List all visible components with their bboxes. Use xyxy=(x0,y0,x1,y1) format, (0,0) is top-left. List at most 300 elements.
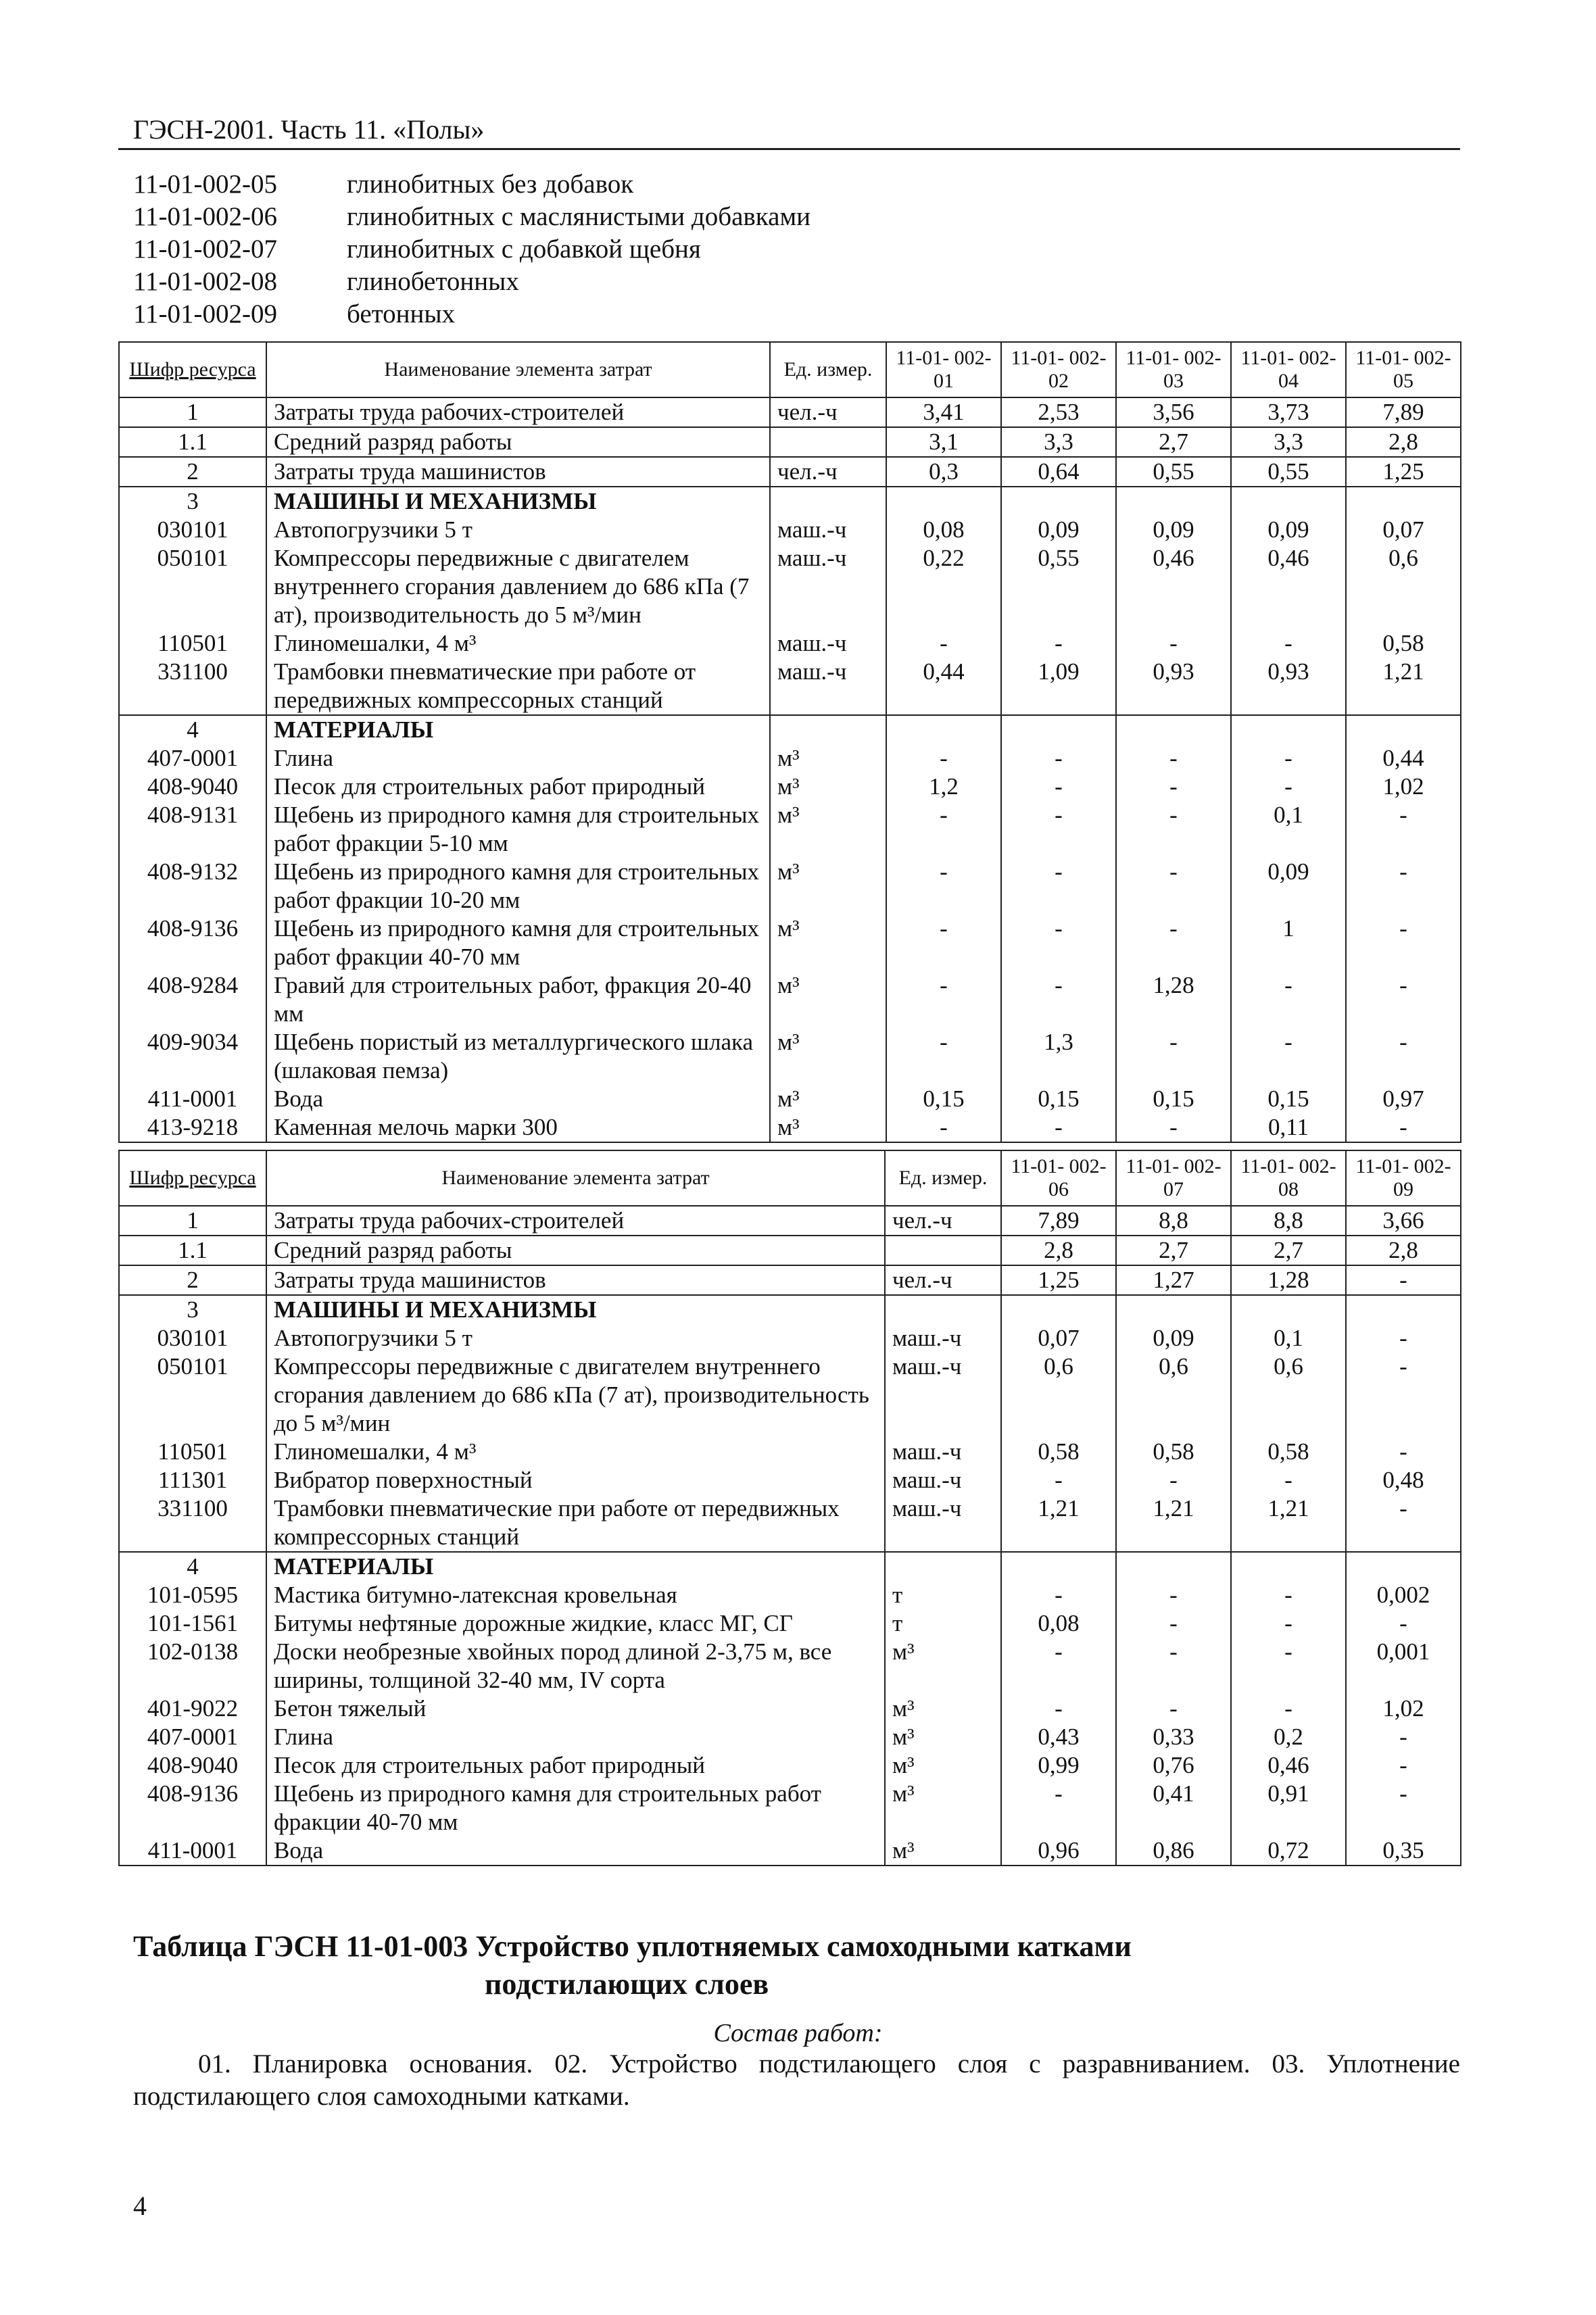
resource-code-cell: 408-9136 xyxy=(119,915,266,971)
unit-cell: м³ xyxy=(885,1780,1001,1836)
resource-code-cell: 1 xyxy=(119,1206,266,1236)
unit-cell xyxy=(885,1236,1001,1265)
unit-cell: м³ xyxy=(885,1695,1001,1723)
value-cell: 0,1 xyxy=(1231,1324,1346,1353)
element-name-cell: Песок для строительных работ природный xyxy=(266,1751,885,1780)
value-cell: - xyxy=(1001,629,1116,658)
value-cell: 0,72 xyxy=(1231,1836,1346,1866)
unit-cell: м³ xyxy=(770,801,886,858)
value-cell: - xyxy=(1346,1609,1461,1638)
value-cell: - xyxy=(1116,915,1231,971)
element-name-cell: Вода xyxy=(266,1085,770,1113)
table-row xyxy=(119,915,1461,971)
code-description: глинобитных с добавкой щебня xyxy=(347,235,701,264)
value-cell: 0,6 xyxy=(1001,1353,1116,1438)
value-cell: - xyxy=(886,1028,1001,1085)
cost-table-2 xyxy=(118,1150,1461,1866)
element-name-cell: Автопогрузчики 5 т xyxy=(266,516,770,544)
unit-cell: маш.-ч xyxy=(885,1324,1001,1353)
table-row xyxy=(119,1552,1461,1581)
table-row xyxy=(119,629,1461,658)
unit-cell: маш.-ч xyxy=(885,1438,1001,1466)
value-cell: - xyxy=(1346,1751,1461,1780)
value-cell: - xyxy=(1346,801,1461,858)
resource-code-cell: 101-0595 xyxy=(119,1581,266,1609)
table-row xyxy=(119,1236,1461,1265)
value-cell: 3,66 xyxy=(1346,1206,1461,1236)
value-cell xyxy=(1116,1552,1231,1581)
unit-cell xyxy=(770,427,886,457)
header-norm-code: 11-01- 002-06 xyxy=(1001,1150,1116,1206)
element-name-cell: Трамбовки пневматические при работе от передвижных компрессорных станций xyxy=(266,1494,885,1552)
resource-code-cell: 408-9132 xyxy=(119,858,266,915)
value-cell: 0,6 xyxy=(1116,1353,1231,1438)
element-name-cell: МАТЕРИАЛЫ xyxy=(266,1552,885,1581)
element-name-cell: Щебень из природного камня для строительных работ фракции 10-20 мм xyxy=(266,858,770,915)
value-cell: 0,44 xyxy=(886,658,1001,715)
value-cell: - xyxy=(1116,858,1231,915)
unit-cell: м³ xyxy=(885,1723,1001,1751)
header-norm-code: 11-01- 002-08 xyxy=(1231,1150,1346,1206)
value-cell: - xyxy=(1116,801,1231,858)
header-resource-code: Шифр ресурса xyxy=(119,342,266,397)
section-title-line: Таблица ГЭСН 11-01-003 Устройство уплотняемых самоходными катками xyxy=(133,1930,1132,1963)
work-composition-paragraph: 01. Планировка основания. 02. Устройство подстилающего слоя с разравниванием. 03. Уплотнение подстилающего слоя самоходными катками. xyxy=(133,2049,1460,2111)
value-cell: 0,001 xyxy=(1346,1638,1461,1695)
resource-code-cell: 408-9040 xyxy=(119,773,266,801)
value-cell: 1,25 xyxy=(1001,1265,1116,1295)
value-cell xyxy=(1346,1552,1461,1581)
code-list xyxy=(133,168,811,331)
value-cell: - xyxy=(1116,744,1231,773)
value-cell: 8,8 xyxy=(1116,1206,1231,1236)
value-cell: 0,09 xyxy=(1116,516,1231,544)
header-element-name: Наименование элемента затрат xyxy=(266,1150,885,1206)
unit-cell: маш.-ч xyxy=(885,1353,1001,1438)
table-row xyxy=(119,1295,1461,1324)
table-row xyxy=(119,1751,1461,1780)
value-cell: - xyxy=(1116,1113,1231,1142)
unit-cell: м³ xyxy=(885,1751,1001,1780)
value-cell: 0,93 xyxy=(1231,658,1346,715)
value-cell: - xyxy=(1231,1609,1346,1638)
table-row xyxy=(119,1494,1461,1552)
value-cell: - xyxy=(1001,1638,1116,1695)
value-cell: 0,09 xyxy=(1231,858,1346,915)
value-cell: 0,43 xyxy=(1001,1723,1116,1751)
value-cell xyxy=(1346,487,1461,516)
value-cell: - xyxy=(1001,1466,1116,1494)
header-unit: Ед. измер. xyxy=(770,342,886,397)
unit-cell: т xyxy=(885,1581,1001,1609)
value-cell: - xyxy=(1346,1028,1461,1085)
value-cell: 0,002 xyxy=(1346,1581,1461,1609)
code: 11-01-002-05 xyxy=(133,170,278,199)
value-cell: 1,25 xyxy=(1346,457,1461,487)
element-name-cell: Доски необрезные хвойных пород длиной 2-3,75 м, все ширины, толщиной 32-40 мм, IV сорта xyxy=(266,1638,885,1695)
value-cell: - xyxy=(1116,1638,1231,1695)
code: 11-01-002-09 xyxy=(133,299,278,328)
unit-cell xyxy=(770,715,886,744)
value-cell: 0,99 xyxy=(1001,1751,1116,1780)
value-cell: 1,2 xyxy=(886,773,1001,801)
value-cell: 0,44 xyxy=(1346,744,1461,773)
value-cell: 0,93 xyxy=(1116,658,1231,715)
value-cell: 2,8 xyxy=(1346,427,1461,457)
unit-cell: маш.-ч xyxy=(885,1494,1001,1552)
resource-code-cell: 111301 xyxy=(119,1466,266,1494)
resource-code-cell: 2 xyxy=(119,1265,266,1295)
table-row xyxy=(119,1466,1461,1494)
value-cell xyxy=(1231,1295,1346,1324)
value-cell: 3,3 xyxy=(1231,427,1346,457)
table-row xyxy=(119,1085,1461,1113)
element-name-cell: Затраты труда машинистов xyxy=(266,1265,885,1295)
code-list-item xyxy=(133,233,811,266)
value-cell: 0,58 xyxy=(1346,629,1461,658)
value-cell: 0,07 xyxy=(1346,516,1461,544)
value-cell: 0,46 xyxy=(1231,544,1346,629)
value-cell: - xyxy=(886,629,1001,658)
code-list-item xyxy=(133,168,811,201)
table-row xyxy=(119,773,1461,801)
code-description: глинобитных без добавок xyxy=(347,170,634,199)
value-cell: - xyxy=(1001,1581,1116,1609)
value-cell: 0,2 xyxy=(1231,1723,1346,1751)
unit-cell: чел.-ч xyxy=(885,1206,1001,1236)
value-cell: 3,1 xyxy=(886,427,1001,457)
value-cell xyxy=(1231,1552,1346,1581)
element-name-cell: Каменная мелочь марки 300 xyxy=(266,1113,770,1142)
value-cell xyxy=(1116,1295,1231,1324)
value-cell xyxy=(1116,715,1231,744)
value-cell: - xyxy=(1231,744,1346,773)
value-cell: 0,15 xyxy=(1116,1085,1231,1113)
table-row xyxy=(119,1638,1461,1695)
unit-cell: чел.-ч xyxy=(770,397,886,427)
value-cell: - xyxy=(1001,858,1116,915)
value-cell: 1,27 xyxy=(1116,1265,1231,1295)
value-cell: 2,53 xyxy=(1001,397,1116,427)
value-cell: 0,35 xyxy=(1346,1836,1461,1866)
element-name-cell: МАШИНЫ И МЕХАНИЗМЫ xyxy=(266,487,770,516)
running-header: ГЭСН-2001. Часть 11. «Полы» xyxy=(133,114,485,145)
value-cell: 1,21 xyxy=(1001,1494,1116,1552)
value-cell: - xyxy=(1231,1028,1346,1085)
header-norm-code: 11-01- 002-05 xyxy=(1346,342,1461,397)
table-row xyxy=(119,801,1461,858)
value-cell: - xyxy=(1001,1780,1116,1836)
value-cell: 2,8 xyxy=(1001,1236,1116,1265)
value-cell xyxy=(1001,715,1116,744)
unit-cell: маш.-ч xyxy=(770,516,886,544)
element-name-cell: Трамбовки пневматические при работе от передвижных компрессорных станций xyxy=(266,658,770,715)
table-row xyxy=(119,457,1461,487)
unit-cell: м³ xyxy=(770,915,886,971)
value-cell: - xyxy=(1231,1466,1346,1494)
header-rule xyxy=(118,148,1460,150)
header-unit: Ед. измер. xyxy=(885,1150,1001,1206)
unit-cell: маш.-ч xyxy=(770,629,886,658)
code: 11-01-002-06 xyxy=(133,202,278,231)
unit-cell: маш.-ч xyxy=(770,544,886,629)
value-cell: 0,96 xyxy=(1001,1836,1116,1866)
value-cell: 7,89 xyxy=(1001,1206,1116,1236)
element-name-cell: Бетон тяжелый xyxy=(266,1695,885,1723)
header-norm-code: 11-01- 002-02 xyxy=(1001,342,1116,397)
value-cell: 0,55 xyxy=(1001,544,1116,629)
element-name-cell: Щебень из природного камня для строительных работ фракции 40-70 мм xyxy=(266,915,770,971)
value-cell xyxy=(1346,1295,1461,1324)
resource-code-cell: 411-0001 xyxy=(119,1085,266,1113)
value-cell: 0,08 xyxy=(886,516,1001,544)
value-cell: - xyxy=(1116,1581,1231,1609)
resource-code-cell: 101-1561 xyxy=(119,1609,266,1638)
value-cell: 0,41 xyxy=(1116,1780,1231,1836)
resource-code-cell: 407-0001 xyxy=(119,744,266,773)
element-name-cell: Мастика битумно-латексная кровельная xyxy=(266,1581,885,1609)
table-row xyxy=(119,1113,1461,1142)
table-row xyxy=(119,544,1461,629)
header-norm-code: 11-01- 002-03 xyxy=(1116,342,1231,397)
value-cell: 1,09 xyxy=(1001,658,1116,715)
resource-code-cell: 3 xyxy=(119,487,266,516)
value-cell: - xyxy=(886,971,1001,1028)
value-cell: - xyxy=(1001,971,1116,1028)
resource-code-cell: 1.1 xyxy=(119,1236,266,1265)
value-cell: - xyxy=(1346,858,1461,915)
value-cell: - xyxy=(1001,744,1116,773)
code-list-item xyxy=(133,201,811,233)
value-cell: - xyxy=(1346,1494,1461,1552)
value-cell: - xyxy=(1231,773,1346,801)
value-cell: - xyxy=(1231,1638,1346,1695)
resource-code-cell: 409-9034 xyxy=(119,1028,266,1085)
element-name-cell: Компрессоры передвижные с двигателем внутреннего сгорания давлением до 686 кПа (7 ат), производительность до 5 м³/мин xyxy=(266,1353,885,1438)
code-description: бетонных xyxy=(347,299,456,328)
value-cell: 0,07 xyxy=(1001,1324,1116,1353)
table-row xyxy=(119,1695,1461,1723)
resource-code-cell: 4 xyxy=(119,1552,266,1581)
section-title xyxy=(133,1928,1282,2003)
value-cell: 1 xyxy=(1231,915,1346,971)
value-cell: 0,6 xyxy=(1346,544,1461,629)
table-row xyxy=(119,397,1461,427)
value-cell: 1,21 xyxy=(1116,1494,1231,1552)
value-cell: 0,09 xyxy=(1001,516,1116,544)
value-cell: - xyxy=(1231,1695,1346,1723)
value-cell: - xyxy=(1346,971,1461,1028)
value-cell: 1,28 xyxy=(1231,1265,1346,1295)
value-cell: - xyxy=(886,915,1001,971)
element-name-cell: Глина xyxy=(266,1723,885,1751)
value-cell: - xyxy=(1231,971,1346,1028)
table-row xyxy=(119,971,1461,1028)
value-cell: 0,55 xyxy=(1231,457,1346,487)
element-name-cell: Вибратор поверхностный xyxy=(266,1466,885,1494)
resource-code-cell: 408-9040 xyxy=(119,1751,266,1780)
table-row xyxy=(119,858,1461,915)
element-name-cell: Глиномешалки, 4 м³ xyxy=(266,629,770,658)
element-name-cell: Гравий для строительных работ, фракция 20-40 мм xyxy=(266,971,770,1028)
value-cell: 7,89 xyxy=(1346,397,1461,427)
element-name-cell: Затраты труда рабочих-строителей xyxy=(266,397,770,427)
unit-cell: м³ xyxy=(770,744,886,773)
value-cell: 1,02 xyxy=(1346,773,1461,801)
value-cell: - xyxy=(1231,629,1346,658)
value-cell: 2,7 xyxy=(1231,1236,1346,1265)
resource-code-cell: 413-9218 xyxy=(119,1113,266,1142)
value-cell: - xyxy=(1346,1265,1461,1295)
element-name-cell: Глина xyxy=(266,744,770,773)
element-name-cell: МАШИНЫ И МЕХАНИЗМЫ xyxy=(266,1295,885,1324)
value-cell: - xyxy=(1116,1609,1231,1638)
unit-cell xyxy=(885,1295,1001,1324)
value-cell: - xyxy=(1001,801,1116,858)
value-cell: - xyxy=(1116,773,1231,801)
section-title-line: подстилающих слоев xyxy=(485,1968,769,2001)
element-name-cell: Средний разряд работы xyxy=(266,427,770,457)
table-row xyxy=(119,1028,1461,1085)
value-cell: 1,28 xyxy=(1116,971,1231,1028)
element-name-cell: Затраты труда рабочих-строителей xyxy=(266,1206,885,1236)
element-name-cell: Затраты труда машинистов xyxy=(266,457,770,487)
resource-code-cell: 110501 xyxy=(119,1438,266,1466)
table-row xyxy=(119,427,1461,457)
resource-code-cell: 401-9022 xyxy=(119,1695,266,1723)
unit-cell: м³ xyxy=(770,971,886,1028)
value-cell xyxy=(1231,487,1346,516)
resource-code-cell: 1.1 xyxy=(119,427,266,457)
value-cell: 1,21 xyxy=(1346,658,1461,715)
header-norm-code: 11-01- 002-01 xyxy=(886,342,1001,397)
header-resource-code: Шифр ресурса xyxy=(119,1150,266,1206)
resource-code-cell: 102-0138 xyxy=(119,1638,266,1695)
value-cell: 0,58 xyxy=(1116,1438,1231,1466)
unit-cell: м³ xyxy=(770,1028,886,1085)
resource-code-cell: 050101 xyxy=(119,1353,266,1438)
value-cell: 0,08 xyxy=(1001,1609,1116,1638)
value-cell: 1,3 xyxy=(1001,1028,1116,1085)
section-subtitle: Состав работ: xyxy=(713,2019,883,2047)
value-cell: - xyxy=(1116,1695,1231,1723)
table-row xyxy=(119,1438,1461,1466)
resource-code-cell: 4 xyxy=(119,715,266,744)
resource-code-cell: 331100 xyxy=(119,658,266,715)
table-row xyxy=(119,1609,1461,1638)
resource-code-cell: 2 xyxy=(119,457,266,487)
table-row xyxy=(119,1265,1461,1295)
resource-code-cell: 3 xyxy=(119,1295,266,1324)
resource-code-cell: 1 xyxy=(119,397,266,427)
header-norm-code: 11-01- 002-04 xyxy=(1231,342,1346,397)
element-name-cell: Щебень пористый из металлургического шлака (шлаковая пемза) xyxy=(266,1028,770,1085)
value-cell: 0,55 xyxy=(1116,457,1231,487)
resource-code-cell: 110501 xyxy=(119,629,266,658)
value-cell: 3,56 xyxy=(1116,397,1231,427)
value-cell: - xyxy=(1001,1113,1116,1142)
value-cell: - xyxy=(1346,1113,1461,1142)
table-row xyxy=(119,1353,1461,1438)
unit-cell: м³ xyxy=(770,858,886,915)
element-name-cell: Глиномешалки, 4 м³ xyxy=(266,1438,885,1466)
value-cell: 3,41 xyxy=(886,397,1001,427)
code: 11-01-002-07 xyxy=(133,235,278,264)
value-cell: 0,09 xyxy=(1116,1324,1231,1353)
value-cell: 8,8 xyxy=(1231,1206,1346,1236)
value-cell: 2,7 xyxy=(1116,1236,1231,1265)
value-cell: 0,64 xyxy=(1001,457,1116,487)
table-row xyxy=(119,715,1461,744)
value-cell: - xyxy=(886,744,1001,773)
value-cell: 2,8 xyxy=(1346,1236,1461,1265)
value-cell: 0,76 xyxy=(1116,1751,1231,1780)
value-cell: 0,58 xyxy=(1001,1438,1116,1466)
table-row xyxy=(119,487,1461,516)
table-row xyxy=(119,1206,1461,1236)
code-list-item xyxy=(133,266,811,298)
value-cell: - xyxy=(1001,915,1116,971)
value-cell: 0,33 xyxy=(1116,1723,1231,1751)
value-cell xyxy=(1001,487,1116,516)
value-cell: - xyxy=(1346,1780,1461,1836)
resource-code-cell: 411-0001 xyxy=(119,1836,266,1866)
value-cell: - xyxy=(1346,1438,1461,1466)
value-cell: 0,3 xyxy=(886,457,1001,487)
header-norm-code: 11-01- 002-09 xyxy=(1346,1150,1461,1206)
unit-cell: маш.-ч xyxy=(770,658,886,715)
resource-code-cell: 331100 xyxy=(119,1494,266,1552)
value-cell: - xyxy=(1346,1723,1461,1751)
value-cell: 1,21 xyxy=(1231,1494,1346,1552)
value-cell: - xyxy=(1116,629,1231,658)
value-cell xyxy=(886,715,1001,744)
value-cell xyxy=(1001,1295,1116,1324)
resource-code-cell: 030101 xyxy=(119,516,266,544)
value-cell: 0,58 xyxy=(1231,1438,1346,1466)
value-cell: 0,11 xyxy=(1231,1113,1346,1142)
unit-cell: чел.-ч xyxy=(885,1265,1001,1295)
table-row xyxy=(119,1780,1461,1836)
value-cell: 0,6 xyxy=(1231,1353,1346,1438)
value-cell xyxy=(1001,1552,1116,1581)
value-cell xyxy=(1116,487,1231,516)
value-cell: 0,48 xyxy=(1346,1466,1461,1494)
page-number: 4 xyxy=(133,2191,147,2221)
value-cell: 0,15 xyxy=(1231,1085,1346,1113)
table-row xyxy=(119,658,1461,715)
element-name-cell: Битумы нефтяные дорожные жидкие, класс МГ, СГ xyxy=(266,1609,885,1638)
element-name-cell: Щебень из природного камня для строительных работ фракции 40-70 мм xyxy=(266,1780,885,1836)
value-cell: - xyxy=(886,1113,1001,1142)
value-cell: 2,7 xyxy=(1116,427,1231,457)
value-cell: 0,91 xyxy=(1231,1780,1346,1836)
table-row xyxy=(119,1324,1461,1353)
code-description: глинобитных с маслянистыми добавками xyxy=(347,202,811,231)
unit-cell: м³ xyxy=(885,1836,1001,1866)
value-cell: 0,15 xyxy=(1001,1085,1116,1113)
unit-cell: м³ xyxy=(770,1113,886,1142)
value-cell: - xyxy=(1231,1581,1346,1609)
value-cell: - xyxy=(1346,1353,1461,1438)
value-cell: - xyxy=(1346,1324,1461,1353)
unit-cell: м³ xyxy=(885,1638,1001,1695)
table-row xyxy=(119,1723,1461,1751)
element-name-cell: Вода xyxy=(266,1836,885,1866)
value-cell xyxy=(1231,715,1346,744)
header-norm-code: 11-01- 002-07 xyxy=(1116,1150,1231,1206)
value-cell: - xyxy=(1116,1466,1231,1494)
